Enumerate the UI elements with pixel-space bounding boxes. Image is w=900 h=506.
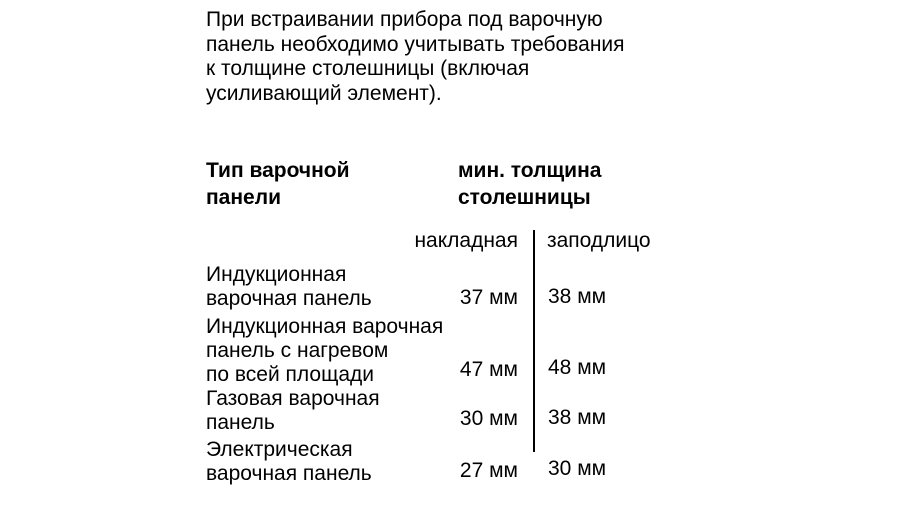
row-flush-induction-full: 48 мм (548, 356, 607, 379)
row-overlay-induction-full: 47 мм (459, 358, 518, 381)
row-flush-electric: 30 мм (548, 457, 607, 480)
row-label-induction: Индукционная варочная панель (206, 263, 372, 310)
row-flush-induction: 38 мм (548, 285, 607, 308)
row-flush-gas: 38 мм (548, 406, 607, 429)
row-overlay-gas: 30 мм (459, 407, 518, 430)
row-label-electric: Электрическая варочная панель (206, 438, 372, 485)
column-overlay-label: накладная (414, 229, 518, 252)
column-flush-label: заподлицо (547, 229, 651, 252)
row-label-induction-full: Индукционная варочная панель с нагревом по всей площади (206, 315, 444, 386)
header-min-thickness: мин. толщина столешницы (458, 159, 602, 209)
header-hob-type: Тип варочной панели (206, 159, 350, 209)
row-overlay-electric: 27 мм (459, 459, 518, 482)
column-divider (533, 230, 535, 452)
intro-paragraph: При встраивании прибора под варочную панель необходимо учитывать требования к толщине столешницы (включая усиливающий элемент). (206, 8, 625, 105)
row-label-gas: Газовая варочная панель (206, 387, 380, 434)
row-overlay-induction: 37 мм (459, 286, 518, 309)
